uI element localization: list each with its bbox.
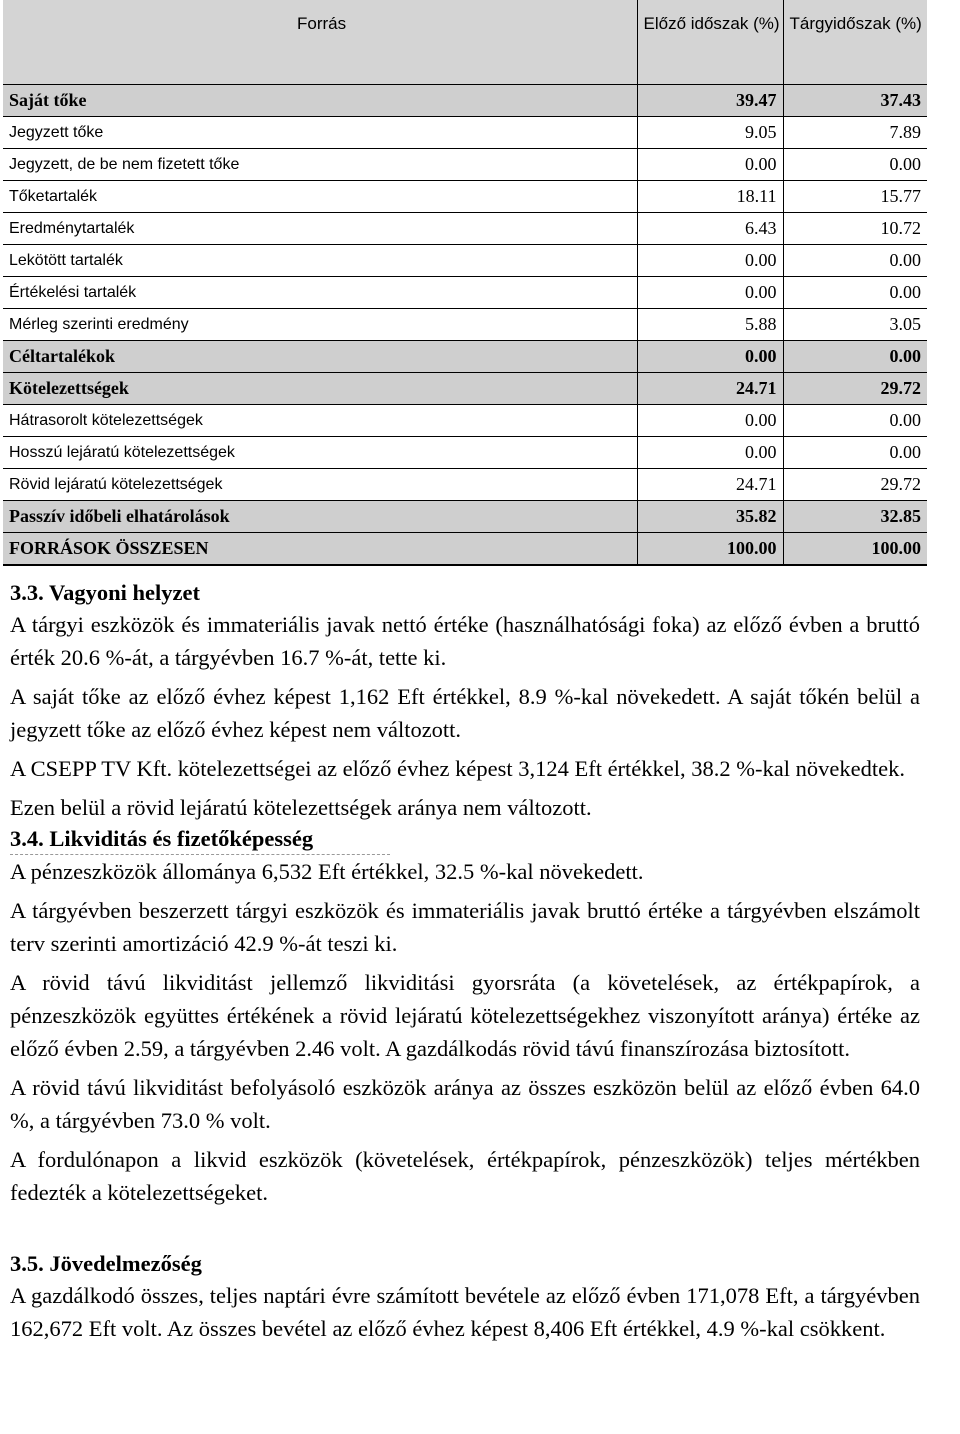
row-label: Jegyzett tőke	[3, 117, 637, 149]
table-row	[3, 501, 927, 533]
row-label: Értékelési tartalék	[3, 277, 637, 309]
row-label: Hosszú lejáratú kötelezettségek	[3, 437, 637, 469]
header-previous-period: Előző időszak (%)	[637, 0, 783, 85]
table-row	[3, 117, 927, 149]
table-row	[3, 437, 927, 469]
table-header-row	[3, 0, 927, 85]
row-label: Jegyzett, de be nem fizetett tőke	[3, 149, 637, 181]
row-curr-value: 0.00	[783, 341, 927, 373]
row-curr-value: 0.00	[783, 405, 927, 437]
row-curr-value: 0.00	[783, 437, 927, 469]
paragraph: A CSEPP TV Kft. kötelezettségei az előző évhez képest 3,124 Eft értékkel, 38.2 %-kal növekedtek.	[10, 756, 905, 781]
paragraph: Ezen belül a rövid lejáratú kötelezettségek aránya nem változott.	[10, 795, 592, 820]
row-prev-value: 24.71	[637, 469, 783, 501]
row-curr-value: 100.00	[783, 533, 927, 565]
row-prev-value: 0.00	[637, 341, 783, 373]
table-row	[3, 469, 927, 501]
table-row	[3, 277, 927, 309]
row-label: Hátrasorolt kötelezettségek	[3, 405, 637, 437]
row-prev-value: 5.88	[637, 309, 783, 341]
paragraph: A rövid távú likviditást jellemző likviditási gyorsráta (a követelések, az értékpapírok, a pénzeszközök együttes értékének a rövid lejáratú kötelezettségekhez viszonyított aránya) értéke az előző évben 2.59, a tárgyévben 2.46 volt. A gazdálkodás rövid távú finanszírozása biztosított.	[10, 970, 920, 1061]
header-source: Forrás	[3, 0, 637, 85]
section-heading-likviditas: 3.4. Likviditás és fizetőképesség	[10, 824, 390, 855]
row-prev-value: 0.00	[637, 405, 783, 437]
row-label: Céltartalékok	[3, 341, 637, 373]
row-prev-value: 35.82	[637, 501, 783, 533]
row-curr-value: 3.05	[783, 309, 927, 341]
sources-table	[3, 0, 927, 566]
paragraph: A tárgyi eszközök és immateriális javak nettó értéke (használhatósági foka) az előző évben a bruttó érték 20.6 %-át, a tárgyévben 16.7 %-át, tette ki.	[10, 612, 920, 670]
table-row	[3, 85, 927, 117]
row-curr-value: 0.00	[783, 245, 927, 277]
section-heading-jovedelmezoseg: 3.5. Jövedelmezőség	[10, 1251, 202, 1276]
row-label: Passzív időbeli elhatárolások	[3, 501, 637, 533]
table-row	[3, 341, 927, 373]
row-prev-value: 0.00	[637, 277, 783, 309]
paragraph: A fordulónapon a likvid eszközök (követelések, értékpapírok, pénzeszközök) teljes mértékben fedezték a kötelezettségeket.	[10, 1147, 920, 1205]
paragraph: A tárgyévben beszerzett tárgyi eszközök és immateriális javak bruttó értéke a tárgyévben elszámolt terv szerinti amortizáció 42.9 %-át teszi ki.	[10, 898, 920, 956]
row-curr-value: 15.77	[783, 181, 927, 213]
row-curr-value: 10.72	[783, 213, 927, 245]
row-label: Kötelezettségek	[3, 373, 637, 405]
table-row	[3, 149, 927, 181]
row-label: Tőketartalék	[3, 181, 637, 213]
paragraph: A saját tőke az előző évhez képest 1,162 Eft értékkel, 8.9 %-kal növekedett. A saját tőkén belül a jegyzett tőke az előző évhez képest nem változott.	[10, 684, 920, 742]
row-label: Lekötött tartalék	[3, 245, 637, 277]
row-curr-value: 29.72	[783, 373, 927, 405]
table-row	[3, 213, 927, 245]
row-curr-value: 29.72	[783, 469, 927, 501]
row-label: Rövid lejáratú kötelezettségek	[3, 469, 637, 501]
row-prev-value: 24.71	[637, 373, 783, 405]
row-curr-value: 7.89	[783, 117, 927, 149]
table-row	[3, 245, 927, 277]
row-prev-value: 0.00	[637, 149, 783, 181]
row-prev-value: 0.00	[637, 245, 783, 277]
row-prev-value: 39.47	[637, 85, 783, 117]
row-label: Mérleg szerinti eredmény	[3, 309, 637, 341]
row-prev-value: 0.00	[637, 437, 783, 469]
header-current-period: Tárgyidőszak (%)	[783, 0, 927, 85]
table-total-row	[3, 533, 927, 565]
section-heading-vagyoni-helyzet: 3.3. Vagyoni helyzet	[10, 580, 201, 605]
table-body	[3, 85, 927, 565]
row-prev-value: 6.43	[637, 213, 783, 245]
row-label: FORRÁSOK ÖSSZESEN	[3, 533, 637, 565]
table-row	[3, 309, 927, 341]
table-row	[3, 181, 927, 213]
row-curr-value: 0.00	[783, 149, 927, 181]
paragraph: A pénzeszközök állománya 6,532 Eft értékkel, 32.5 %-kal növekedett.	[10, 859, 644, 884]
paragraph: A rövid távú likviditást befolyásoló eszközök aránya az összes eszközön belül az előző évben 64.0 %, a tárgyévben 73.0 % volt.	[10, 1075, 920, 1133]
paragraph: A gazdálkodó összes, teljes naptári évre számított bevétele az előző évben 171,078 Eft, a tárgyévben 162,672 Eft volt. Az összes bevétel az előző évhez képest 8,406 Eft értékkel, 4.9 %-kal csökkent.	[10, 1283, 920, 1341]
row-curr-value: 32.85	[783, 501, 927, 533]
row-label: Saját tőke	[3, 85, 637, 117]
document-body	[10, 578, 920, 1351]
row-prev-value: 18.11	[637, 181, 783, 213]
row-prev-value: 9.05	[637, 117, 783, 149]
row-prev-value: 100.00	[637, 533, 783, 565]
row-label: Eredménytartalék	[3, 213, 637, 245]
row-curr-value: 0.00	[783, 277, 927, 309]
table-row	[3, 373, 927, 405]
table-row	[3, 405, 927, 437]
row-curr-value: 37.43	[783, 85, 927, 117]
